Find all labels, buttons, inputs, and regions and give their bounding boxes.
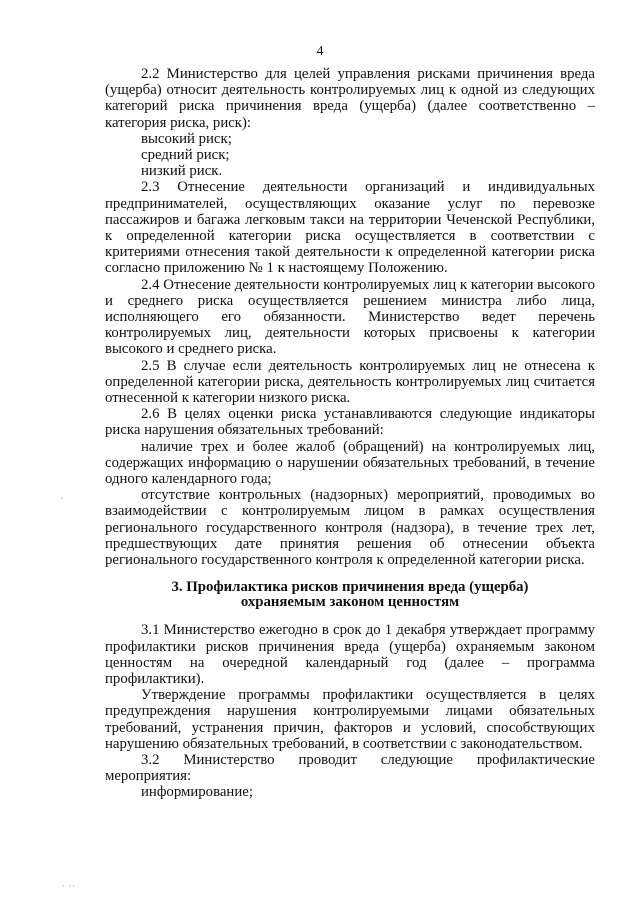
risk-category-medium: средний риск; bbox=[141, 147, 230, 164]
prevention-measure-1: информирование; bbox=[141, 784, 253, 801]
document-body bbox=[105, 66, 595, 801]
risk-category-low: низкий риск. bbox=[141, 163, 223, 180]
section-3-heading bbox=[105, 580, 595, 610]
paragraph-3-1: 3.1 Министерство ежегодно в срок до 1 декабря утверждает программу профилактики рисков причинения вреда (ущерба) охраняемым законом ценностям на очередной календарный год (далее – программа профилактики). bbox=[105, 622, 595, 687]
risk-indicator-1: наличие трех и более жалоб (обращений) на контролируемых лиц, содержащих информацию о нарушении обязательных требований, в течение одного календарного года; bbox=[105, 438, 595, 488]
section-3-heading-line-1: 3. Профилактика рисков причинения вреда (ущерба) bbox=[171, 579, 529, 596]
paragraph-2-6: 2.6 В целях оценки риска устанавливаются следующие индикаторы риска нарушения обязательных требований: bbox=[105, 406, 595, 439]
corner-mark: · ·· bbox=[62, 882, 76, 891]
paragraph-2-4: 2.4 Отнесение деятельности контролируемых лиц к категории высокого и среднего риска осуществляется решением министра либо лица, исполняющего его обязанности. Министерство ведет перечень контролируемых лиц, деятельности которых присвоены к категории высокого и среднего риска. bbox=[105, 276, 595, 358]
paragraph-3-2: 3.2 Министерство проводит следующие профилактические мероприятия: bbox=[105, 751, 595, 785]
risk-category-high: высокий риск; bbox=[141, 130, 232, 147]
margin-mark: · bbox=[60, 493, 63, 503]
section-3-heading-line-2: охраняемым законом ценностям bbox=[240, 594, 460, 611]
paragraph-2-2: 2.2 Министерство для целей управления рисками причинения вреда (ущерба) относит деятельность контролируемых лиц к одной из следующих категорий риска причинения вреда (ущерба) (далее соответственно – категория риска, риск): bbox=[105, 66, 595, 131]
risk-indicator-2: отсутствие контрольных (надзорных) мероприятий, проводимых во взаимодействии с контролируемым лицом в рамках осуществления регионального государственного контроля (надзора), в течение трех лет, предшествующих дате принятия решения об отнесении объекта регионального государственного контроля к определенной категории риска. bbox=[105, 487, 595, 569]
paragraph-3-1-continued: Утверждение программы профилактики осуществляется в целях предупреждения нарушения контролируемыми лицами обязательных требований, устранения причин, факторов и условий, способствующих нарушению обязательных требований, в соответствии с законодательством. bbox=[105, 687, 595, 752]
page-number: 4 bbox=[316, 44, 324, 59]
paragraph-2-3: 2.3 Отнесение деятельности организаций и индивидуальных предпринимателей, осуществляющих оказание услуг по перевозке пассажиров и багажа легковым такси на территории Чеченской Республики, к определенной категории риска осуществляется в соответствии с критериями отнесения такой деятельности к определенной категории риска согласно приложению № 1 к настоящему Положению. bbox=[105, 179, 595, 277]
paragraph-2-5: 2.5 В случае если деятельность контролируемых лиц не отнесена к определенной категории риска, деятельность контролируемых лиц считается отнесенной к категории низкого риска. bbox=[105, 357, 595, 407]
